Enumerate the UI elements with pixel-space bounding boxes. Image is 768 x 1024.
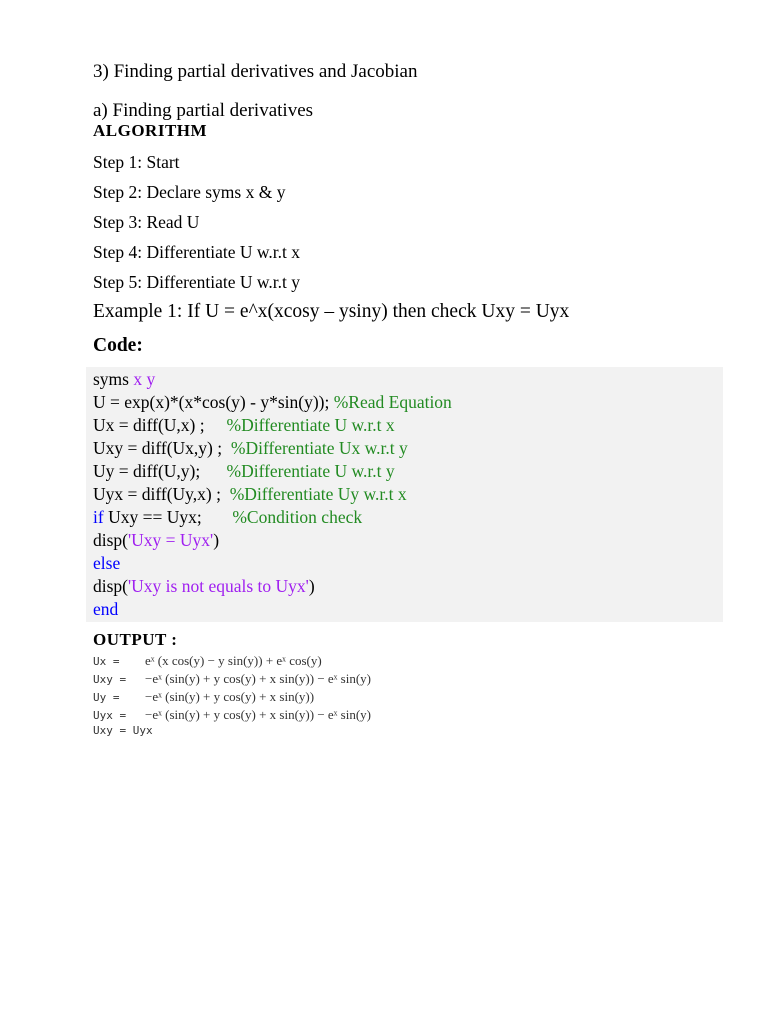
code-text: Ux = diff(U,x) ; bbox=[93, 415, 227, 435]
code-line bbox=[93, 484, 407, 505]
code-line bbox=[93, 461, 395, 482]
algorithm-label: ALGORITHM bbox=[93, 121, 208, 140]
code-line bbox=[93, 530, 219, 551]
code-text: Uxy == Uyx; bbox=[103, 507, 233, 527]
output-expression: −eˣ (sin(y) + y cos(y) + x sin(y)) − eˣ sin(y) bbox=[145, 707, 372, 722]
code-text: ) bbox=[308, 576, 315, 596]
algorithm-step: Step 4: Differentiate U w.r.t x bbox=[93, 242, 301, 262]
code-symbols: x y bbox=[133, 369, 156, 389]
code-comment: %Differentiate Uy w.r.t x bbox=[229, 484, 407, 504]
code-string: 'Uxy = Uyx' bbox=[128, 530, 214, 550]
code-text: syms bbox=[93, 369, 134, 389]
code-line bbox=[93, 507, 362, 528]
code-keyword: end bbox=[93, 599, 119, 619]
code-comment: %Differentiate U w.r.t x bbox=[226, 415, 395, 435]
code-line bbox=[93, 369, 155, 390]
algorithm-step: Step 5: Differentiate U w.r.t y bbox=[93, 272, 301, 292]
output-line bbox=[93, 653, 322, 669]
output-variable: Uxy = bbox=[93, 673, 127, 686]
code-line bbox=[93, 599, 118, 620]
output-expression: eˣ (x cos(y) − y sin(y)) + eˣ cos(y) bbox=[145, 653, 322, 668]
section-heading: 3) Finding partial derivatives and Jacobian bbox=[93, 61, 418, 82]
code-line bbox=[93, 438, 408, 459]
output-expression: −eˣ (sin(y) + y cos(y) + x sin(y)) bbox=[145, 689, 315, 704]
output-expression: −eˣ (sin(y) + y cos(y) + x sin(y)) − eˣ sin(y) bbox=[145, 671, 372, 686]
code-line bbox=[93, 576, 315, 597]
code-text: disp( bbox=[93, 576, 128, 596]
code-string: 'Uxy is not equals to Uyx' bbox=[128, 576, 309, 596]
code-comment: %Read Equation bbox=[333, 392, 452, 412]
code-line bbox=[93, 415, 395, 436]
code-text: disp( bbox=[93, 530, 128, 550]
output-line bbox=[93, 707, 371, 723]
code-keyword: else bbox=[93, 553, 121, 573]
code-comment: %Differentiate U w.r.t y bbox=[226, 461, 395, 481]
code-label: Code: bbox=[93, 335, 143, 356]
code-text: U = exp(x)*(x*cos(y) - y*sin(y)); bbox=[93, 392, 334, 412]
code-text: ) bbox=[213, 530, 220, 550]
code-comment: %Differentiate Ux w.r.t y bbox=[230, 438, 408, 458]
output-final-line: Uxy = Uyx bbox=[93, 724, 153, 737]
code-keyword: if bbox=[93, 507, 104, 527]
subsection-heading: a) Finding partial derivatives bbox=[93, 100, 314, 121]
output-variable: Uy = bbox=[93, 691, 120, 704]
algorithm-step: Step 1: Start bbox=[93, 152, 180, 172]
output-line bbox=[93, 671, 371, 687]
output-variable: Ux = bbox=[93, 655, 120, 668]
output-line bbox=[93, 689, 314, 705]
code-text: Uyx = diff(Uy,x) ; bbox=[93, 484, 230, 504]
code-text: Uy = diff(U,y); bbox=[93, 461, 227, 481]
output-label: OUTPUT : bbox=[93, 630, 178, 649]
algorithm-step: Step 3: Read U bbox=[93, 212, 200, 232]
example-statement: Example 1: If U = e^x(xcosy – ysiny) then check Uxy = Uyx bbox=[93, 301, 570, 322]
code-text: Uxy = diff(Ux,y) ; bbox=[93, 438, 231, 458]
code-line bbox=[93, 392, 452, 413]
algorithm-step: Step 2: Declare syms x & y bbox=[93, 182, 286, 202]
code-comment: %Condition check bbox=[232, 507, 363, 527]
code-line bbox=[93, 553, 120, 574]
output-variable: Uyx = bbox=[93, 709, 127, 722]
